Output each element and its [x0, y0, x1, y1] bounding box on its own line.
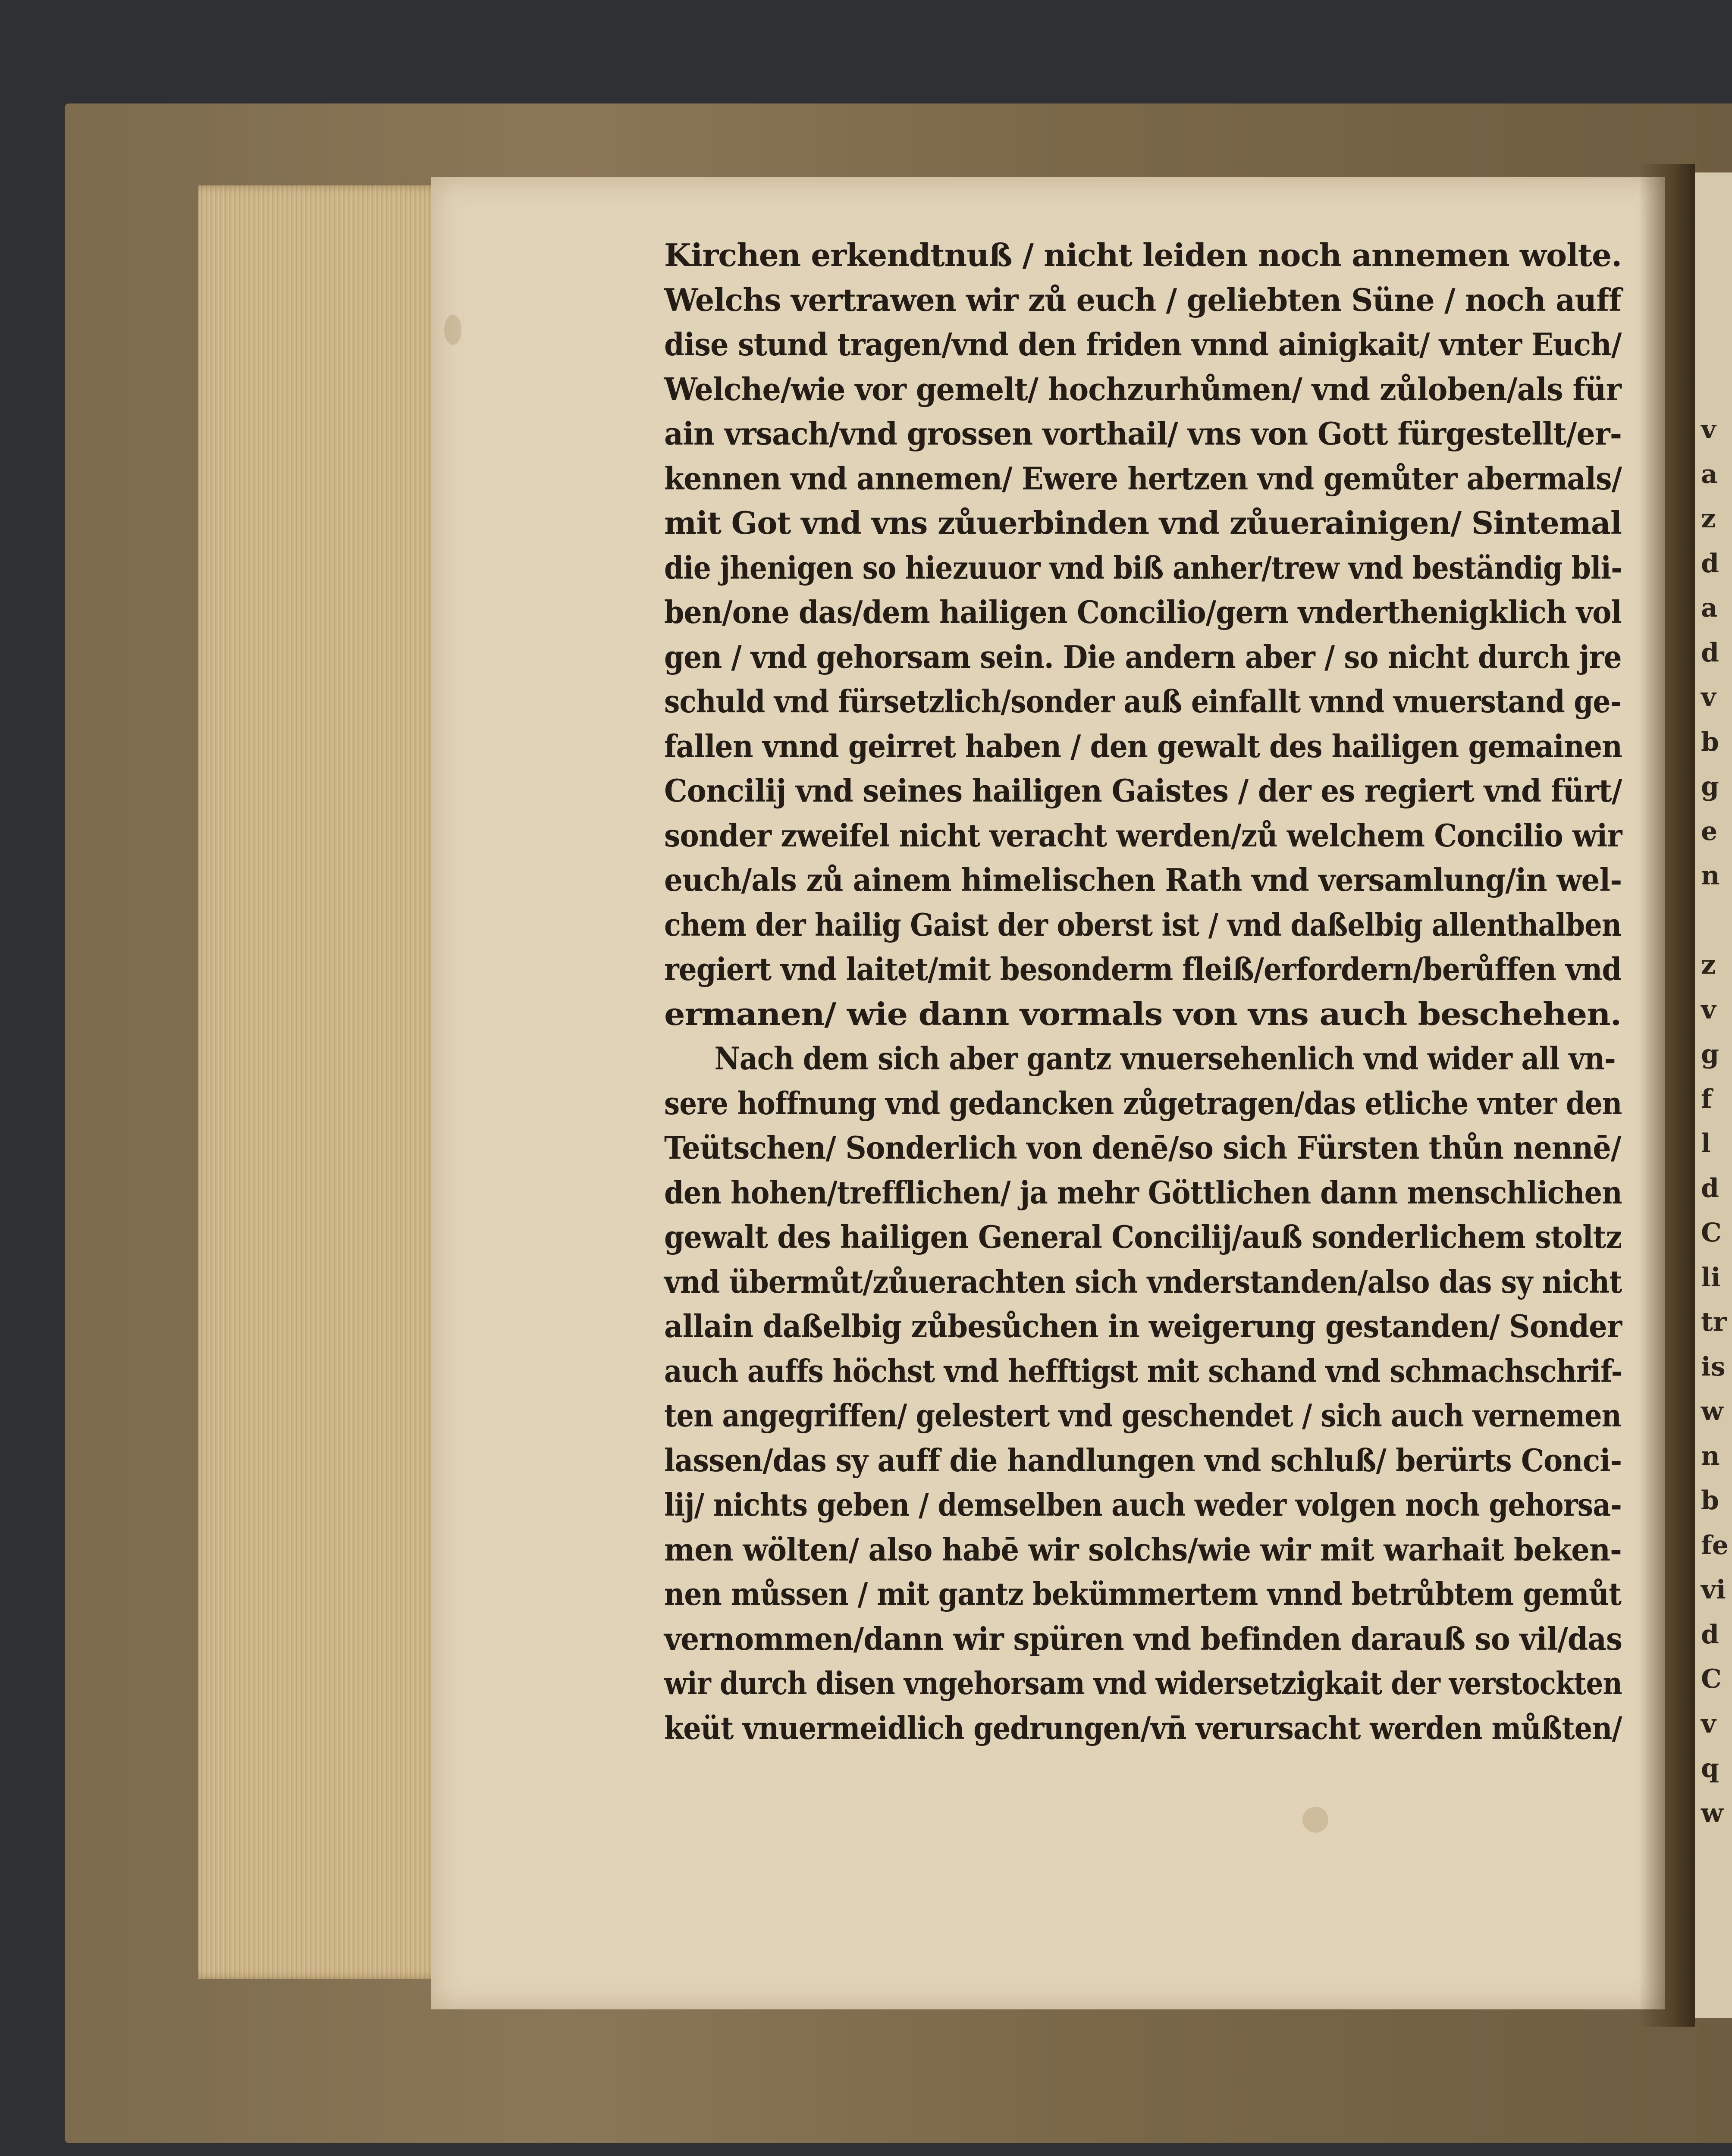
facing-line-fragment: [1695, 899, 1732, 943]
facing-line-fragment: C: [1701, 1218, 1722, 1248]
facing-line-fragment: C: [1701, 1664, 1722, 1694]
facing-line-fragment: d: [1701, 1619, 1719, 1650]
facing-line-fragment: v: [1701, 1708, 1716, 1739]
facing-line-fragment: v: [1701, 414, 1716, 445]
paper-stain: [444, 315, 461, 345]
text-line: chem der hailig Gaist der oberst ist / vnd daßelbig allenthalben: [664, 906, 1622, 943]
text-line: Kirchen erkendtnuß / nicht leiden noch annemen wolte.: [664, 237, 1622, 273]
text-line: allain daßelbig zůbesůchen in weigerung gestanden/ Sonder: [664, 1308, 1622, 1344]
facing-line-fragment: a: [1701, 593, 1718, 623]
page-block-edges: [198, 185, 440, 1979]
facing-line-fragment: d: [1701, 548, 1719, 579]
text-line: auch auffs höchst vnd hefftigst mit schand vnd schmachschrif-: [664, 1352, 1622, 1389]
text-line: ben/one das/dem hailigen Concilio/gern vnderthenigklich vol: [664, 594, 1622, 630]
facing-page-fragment: [1695, 172, 1732, 2018]
text-line: lij/ nichts geben / demselben auch weder volgen noch gehorsa-: [664, 1486, 1622, 1523]
facing-line-fragment: d: [1701, 637, 1719, 668]
facing-line-fragment: d: [1701, 1173, 1719, 1203]
facing-line-fragment: n: [1701, 861, 1720, 891]
text-line: vernommen/dann wir spüren vnd befinden darauß so vil/das: [664, 1620, 1622, 1657]
text-line: nen můssen / mit gantz bekümmertem vnnd betrůbtem gemůt: [664, 1576, 1622, 1612]
facing-line-fragment: g: [1701, 771, 1719, 802]
facing-line-fragment: w: [1701, 1396, 1723, 1426]
facing-page-text: [1695, 407, 1732, 1836]
facing-line-fragment: q: [1701, 1753, 1719, 1783]
text-line: gen / vnd gehorsam sein. Die andern aber / so nicht durch jre: [664, 638, 1622, 675]
text-line: fallen vnnd geirret haben / den gewalt des hailigen gemainen: [664, 727, 1622, 765]
text-line: dise stund tragen/vnd den friden vnnd ainigkait/ vnter Euch/: [664, 326, 1622, 363]
text-line: Teütschen/ Sonderlich von denē/so sich Fürsten thůn nennē/: [664, 1129, 1621, 1166]
facing-line-fragment: b: [1701, 1485, 1719, 1516]
text-line: keüt vnuermeidlich gedrungen/vn̄ verursacht werden můßten/: [664, 1709, 1622, 1746]
facing-line-fragment: n: [1701, 1441, 1720, 1471]
text-line: regiert vnd laitet/mit besonderm fleiß/erfordern/berůffen vnd: [664, 951, 1622, 987]
text-line: sere hoffnung vnd gedancken zůgetragen/das etliche vnter den: [664, 1084, 1622, 1122]
text-line: wir durch disen vngehorsam vnd widersetzigkait der verstockten: [664, 1665, 1622, 1702]
facing-line-fragment: z: [1701, 504, 1716, 534]
text-line: schuld vnd fürsetzlich/sonder auß einfallt vnnd vnuerstand ge-: [664, 683, 1622, 720]
text-line: Nach dem sich aber gantz vnuersehenlich vnd wider all vn-: [714, 1040, 1616, 1077]
facing-line-fragment: is: [1701, 1351, 1726, 1382]
text-line: sonder zweifel nicht veracht werden/zů welchem Concilio wir: [664, 817, 1622, 854]
facing-line-fragment: v: [1701, 994, 1716, 1025]
text-line: die jhenigen so hiezuuor vnd biß anher/trew vnd beständig bli-: [664, 549, 1622, 586]
text-line: ermanen/ wie dann vormals von vns auch beschehen.: [664, 995, 1622, 1032]
text-line: mit Got vnd vns zůuerbinden vnd zůuerainigen/ Sintemal: [664, 505, 1622, 541]
text-line: lassen/das sy auff die handlungen vnd schluß/ berürts Conci-: [664, 1442, 1622, 1479]
text-line: vnd übermůt/zůuerachten sich vnderstanden/also das sy nicht: [664, 1263, 1622, 1300]
text-line: gewalt des hailigen General Concilij/auß sonderlichem stoltz: [664, 1219, 1622, 1255]
gutter-shadow: [1639, 164, 1695, 2027]
page-text-block: [664, 233, 1639, 1750]
facing-line-fragment: l: [1701, 1128, 1711, 1159]
facing-line-fragment: f: [1701, 1084, 1712, 1114]
text-line: Welche/wie vor gemelt/ hochzurhůmen/ vnd zůloben/als für: [664, 370, 1621, 407]
text-line: den hohen/trefflichen/ ja mehr Göttlichen dann menschlichen: [664, 1174, 1622, 1211]
facing-line-fragment: vi: [1701, 1575, 1726, 1605]
facing-line-fragment: w: [1701, 1798, 1723, 1828]
facing-line-fragment: v: [1701, 682, 1716, 712]
text-line: kennen vnd annemen/ Ewere hertzen vnd gemůter abermals/: [664, 460, 1622, 497]
facing-line-fragment: a: [1701, 459, 1718, 489]
facing-line-fragment: fe: [1701, 1530, 1729, 1561]
facing-line-fragment: li: [1701, 1262, 1721, 1293]
facing-line-fragment: e: [1701, 816, 1718, 846]
text-line: men wölten/ also habē wir solchs/wie wir mit warhait beken-: [664, 1531, 1622, 1568]
paper-stain: [1302, 1807, 1328, 1833]
facing-line-fragment: g: [1701, 1039, 1719, 1069]
facing-line-fragment: z: [1701, 950, 1716, 980]
text-line: Concilij vnd seines hailigen Gaistes / der es regiert vnd fürt/: [664, 772, 1622, 809]
text-line: ain vrsach/vnd grossen vorthail/ vns von Gott fürgestellt/er-: [664, 415, 1622, 452]
text-line: ten angegriffen/ gelestert vnd geschendet / sich auch vernemen: [664, 1397, 1621, 1434]
text-line: Welchs vertrawen wir zů euch / geliebten Süne / noch auff: [664, 281, 1622, 318]
facing-line-fragment: tr: [1701, 1307, 1727, 1337]
text-line: euch/als zů ainem himelischen Rath vnd versamlung/in wel-: [664, 862, 1622, 898]
facing-line-fragment: b: [1701, 727, 1719, 757]
